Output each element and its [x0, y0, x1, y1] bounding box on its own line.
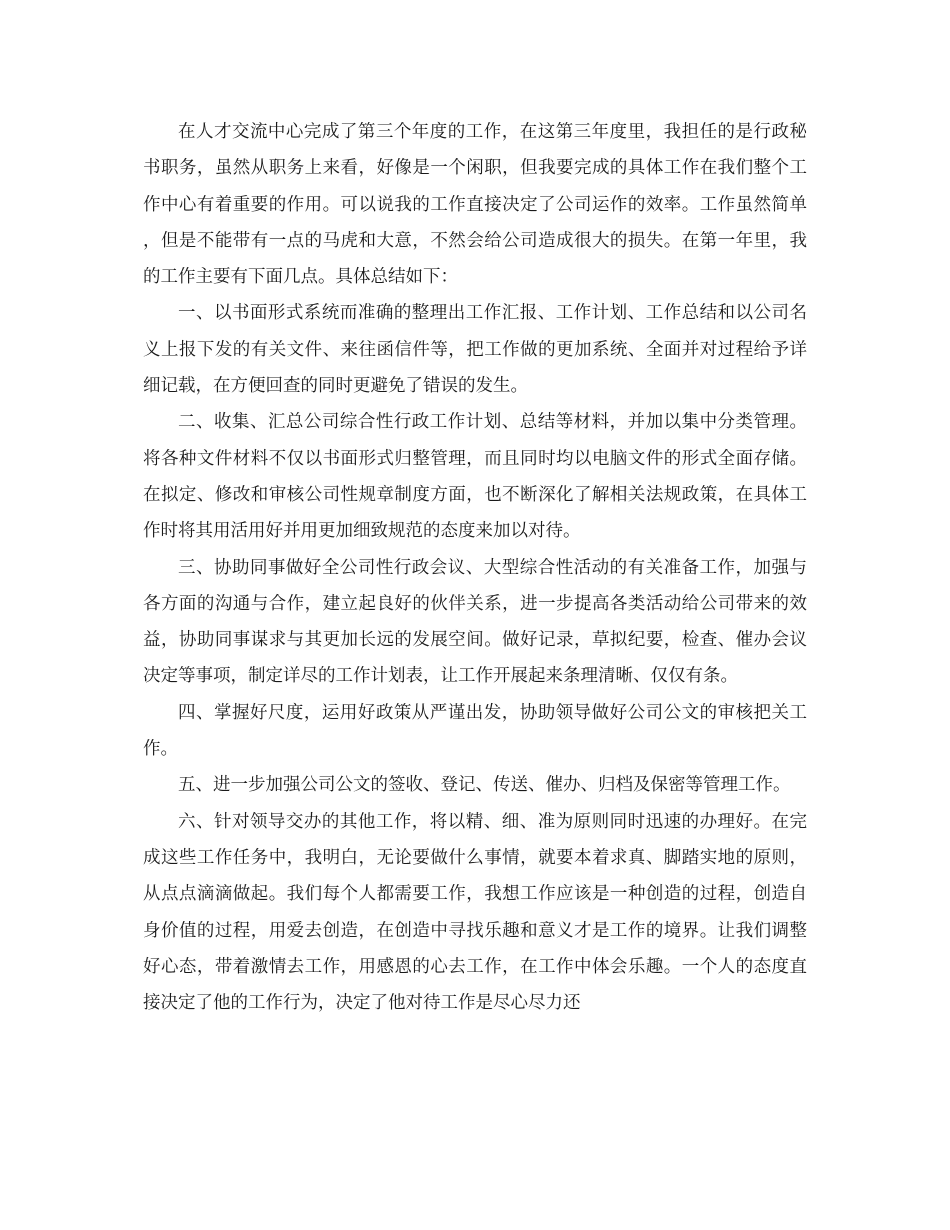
intro-paragraph: 在人才交流中心完成了第三个年度的工作，在这第三年度里，我担任的是行政秘书职务，虽然从职务上来看，好像是一个闲职，但我要完成的具体工作在我们整个工作中心有着重要的作用。可以说我的工作直接决定了公司运作的效率。工作虽然简单，但是不能带有一点的马虎和大意，不然会给公司造成很大的损失。在第一年里，我的工作主要有下面几点。具体总结如下：	[143, 122, 807, 288]
item-six-paragraph: 六、针对领导交办的其他工作，将以精、细、准为原则同时迅速的办理好。在完成这些工作任务中，我明白，无论要做什么事情，就要本着求真、脚踏实地的原则，从点点滴滴做起。我们每个人都需要工作，我想工作应该是一种创造的过程，创造自身价值的过程，用爱去创造，在创造中寻找乐趣和意义才是工作的境界。让我们调整好心态，带着激情去工作，用感恩的心去工作，在工作中体会乐趣。一个人的态度直接决定了他的工作行为，决定了他对待工作是尽心尽力还	[143, 811, 807, 1014]
item-one-paragraph: 一、以书面形式系统而准确的整理出工作汇报、工作计划、工作总结和以公司名义上报下发的有关文件、来往函信件等，把工作做的更加系统、全面并对过程给予详细记载，在方便回查的同时更避免了错误的发生。	[143, 303, 807, 397]
item-four-paragraph: 四、掌握好尺度，运用好政策从严谨出发，协助领导做好公司公文的审核把关工作。	[143, 702, 807, 760]
document-body	[143, 114, 807, 1021]
item-two-paragraph: 二、收集、汇总公司综合性行政工作计划、总结等材料，并加以集中分类管理。将各种文件材料不仅以书面形式归整管理，而且同时均以电脑文件的形式全面存储。在拟定、修改和审核公司性规章制度方面，也不断深化了解相关法规政策，在具体工作时将其用活用好并用更加细致规范的态度来加以对待。	[143, 412, 807, 542]
item-five-paragraph: 五、进一步加强公司公文的签收、登记、传送、催办、归档及保密等管理工作。	[178, 775, 791, 796]
item-three-paragraph: 三、协助同事做好全公司性行政会议、大型综合性活动的有关准备工作，加强与各方面的沟通与合作，建立起良好的伙伴关系，进一步提高各类活动给公司带来的效益，协助同事谋求与其更加长远的发展空间。做好记录，草拟纪要，检查、催办会议决定等事项，制定详尽的工作计划表，让工作开展起来条理清晰、仅仅有条。	[143, 557, 807, 687]
